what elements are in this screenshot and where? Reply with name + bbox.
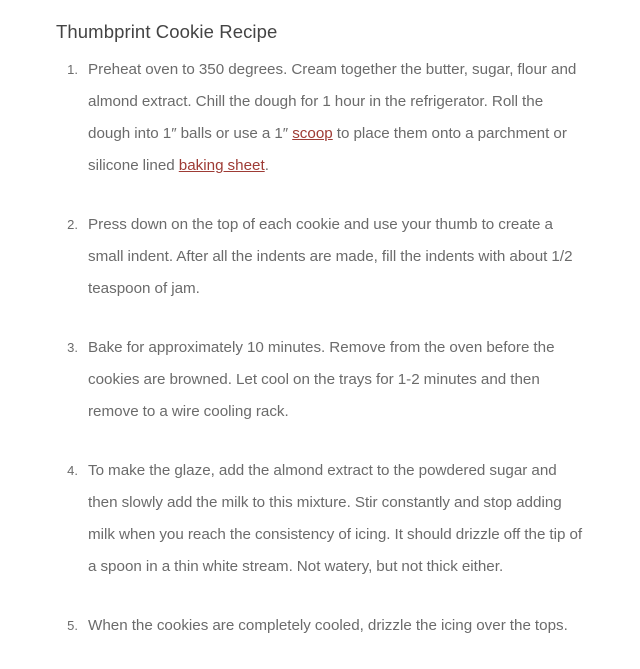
recipe-step [0,455,640,583]
step-number: 4. [67,463,78,478]
inline-link[interactable]: baking sheet [178,157,265,174]
step-text-run: Bake for approximately 10 minutes. Remove from the oven before the cookies are browned. Let cool on the trays for 1-2 minutes and then remove to a wire cooling rack. [88,339,555,420]
inline-link[interactable]: scoop [292,125,333,142]
step-number: 5. [67,618,78,633]
step-text-run: Press down on the top of each cookie and use your thumb to create a small indent. After all the indents are made, fill the indents with about 1/2 teaspoon of jam. [88,216,573,297]
recipe-step [0,209,640,305]
step-text [88,54,588,182]
step-text [88,332,588,428]
step-text [88,455,588,583]
step-text [88,209,588,305]
step-number: 2. [67,217,78,232]
page-title: Thumbprint Cookie Recipe [56,21,278,42]
recipe-step [0,332,640,428]
step-text-run: When the cookies are completely cooled, drizzle the icing over the tops. [88,617,568,634]
recipe-step [0,610,640,642]
step-text-run: . [264,157,269,174]
step-number: 3. [67,340,78,355]
recipe-steps-list [0,54,640,669]
step-text-run: Preheat oven to 350 degrees. Cream together the butter, sugar, flour and almond extract. Chill the dough for 1 hour in the refrigerator. Roll the dough into 1″ balls or use a 1″ [88,61,577,142]
step-text-run: to place them onto a parchment or silicone lined [88,125,567,174]
step-text [88,610,588,642]
step-number: 1. [67,62,78,77]
step-text-run: To make the glaze, add the almond extract to the powdered sugar and then slowly add the milk to this mixture. Stir constantly and stop adding milk when you reach the consistency of icing. It should drizzle off the tip of a spoon in a thin white stream. Not watery, but not thick either. [88,462,583,575]
recipe-step [0,54,640,182]
